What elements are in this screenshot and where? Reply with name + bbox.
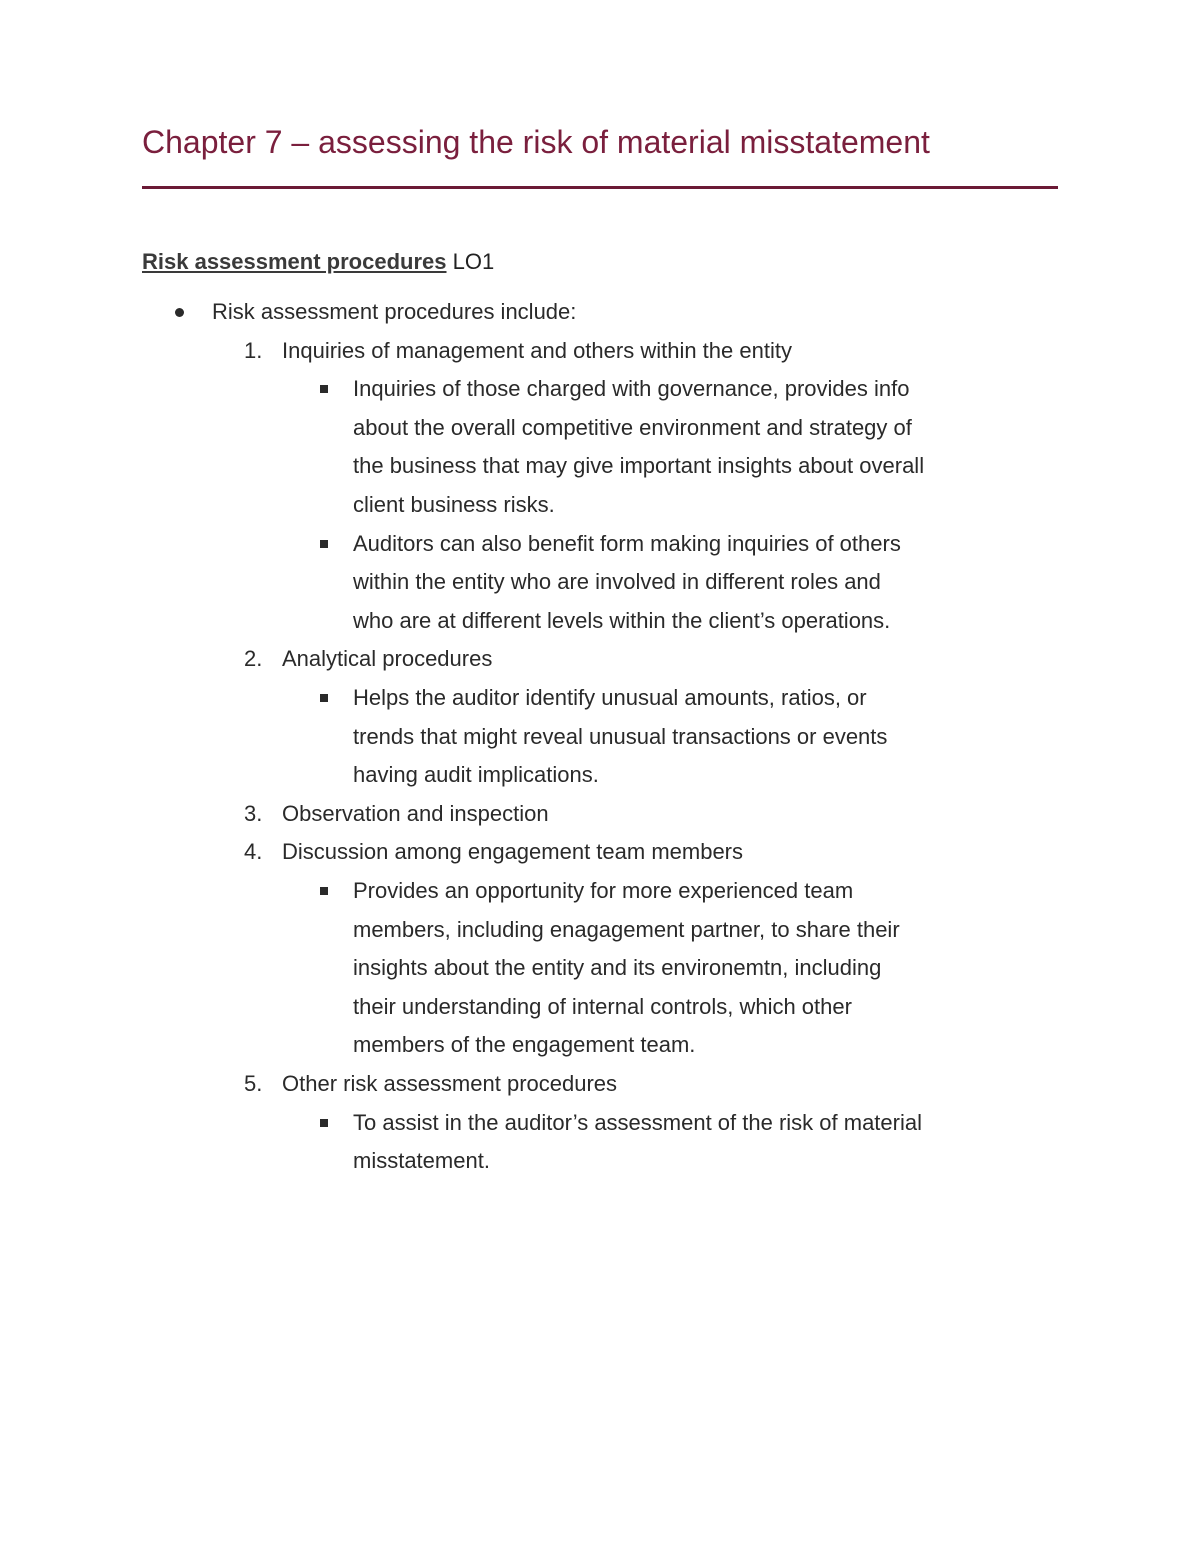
subpoint-line: Helps the auditor identify unusual amounts, ratios, or — [353, 685, 867, 710]
subpoint-line: having audit implications. — [353, 762, 599, 788]
title-divider — [142, 186, 1058, 189]
subpoint-line: the business that may give important insights about overall — [353, 453, 925, 479]
subpoint-line: Auditors can also benefit form making inquiries of others — [353, 530, 901, 556]
subpoint-line: members, including enagagement partner, to share their — [353, 916, 900, 942]
subpoint-line: within the entity who are involved in different roles and — [353, 569, 881, 595]
subpoint-line: who are at different levels within the client’s operations. — [353, 607, 891, 633]
subpoint-line: Inquiries of those charged with governance, provides info — [353, 376, 910, 402]
subpoint-line: their understanding of internal controls, which other — [353, 993, 852, 1019]
bullet-dot-icon — [175, 308, 184, 317]
subpoint-line: client business risks. — [353, 492, 555, 517]
section-heading — [142, 243, 494, 281]
subpoint-line: members of the engagement team. — [353, 1032, 696, 1058]
list-item-number: 4. — [244, 839, 263, 865]
subpoint-line: about the overall competitive environment and strategy of — [353, 414, 912, 440]
square-bullet-icon — [320, 1119, 328, 1127]
section-heading-text: Risk assessment procedures — [142, 249, 447, 274]
list-item-label: Analytical procedures — [282, 646, 493, 672]
subpoint-line: Provides an opportunity for more experienced team — [353, 878, 854, 903]
list-item-label: Other risk assessment procedures — [282, 1071, 618, 1096]
list-item-number: 5. — [244, 1071, 263, 1096]
square-bullet-icon — [320, 694, 328, 702]
list-item-number: 3. — [244, 800, 263, 826]
intro-text: Risk assessment procedures include: — [212, 299, 577, 324]
square-bullet-icon — [320, 887, 328, 895]
square-bullet-icon — [320, 540, 328, 548]
subpoint-line: trends that might reveal unusual transactions or events — [353, 723, 888, 749]
subpoint-line: insights about the entity and its environemtn, including — [353, 955, 882, 981]
page-title: Chapter 7 – assessing the risk of material misstatement — [142, 124, 930, 160]
list-item-label: Discussion among engagement team members — [282, 839, 744, 865]
subpoint-line: misstatement. — [353, 1148, 490, 1174]
list-item-number: 1. — [244, 337, 263, 363]
list-item-number: 2. — [244, 646, 263, 672]
subpoint-line: To assist in the auditor’s assessment of the risk of material — [353, 1109, 922, 1135]
square-bullet-icon — [320, 385, 328, 393]
list-item-label: Observation and inspection — [282, 800, 549, 826]
section-heading-tag: LO1 — [446, 249, 495, 274]
list-item-label: Inquiries of management and others within the entity — [282, 337, 792, 363]
